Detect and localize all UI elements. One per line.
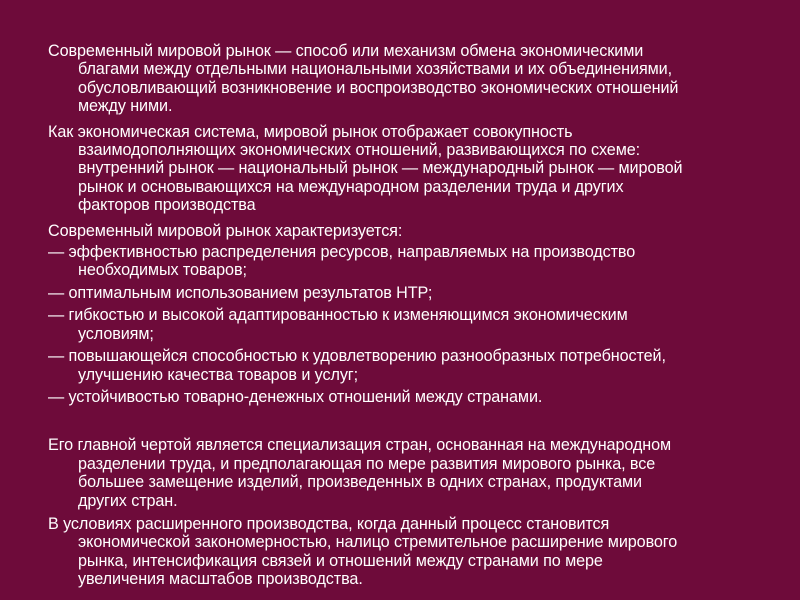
paragraph-characteristics-heading: Современный мировой рынок характеризуется:: [48, 221, 403, 240]
paragraph-economic-system: Как экономическая система, мировой рынок отображает совокупность взаимодополняющих экономических отношений, развивающихся по схеме: внутренний рынок — национальный рынок — международный рынок — мировой рынок и основывающихся на международном разделении труда и других факторов производства: [48, 122, 683, 215]
list-item-flexibility: — гибкостью и высокой адаптированностью к изменяющимся экономическим условиям;: [48, 306, 628, 343]
list-item-needs: — повышающейся способностью к удовлетворению разнообразных потребностей, улучшению качества товаров и услуг;: [48, 347, 666, 384]
paragraph-definition: Современный мировой рынок — способ или механизм обмена экономическими благами между отдельными национальными хозяйствами и их объединениями, обусловливающий возникновение и воспроизводство экономических отношений между ними.: [48, 42, 679, 116]
list-item-stability: — устойчивостью товарно-денежных отношений между странами.: [48, 387, 543, 406]
paragraph-expansion: В условиях расширенного производства, когда данный процесс становится экономической закономерностью, налицо стремительное расширение мирового рынка, интенсификация связей и отношений между странами по мере увеличения масштабов производства.: [48, 514, 678, 589]
list-item-ntr: — оптимальным использованием результатов НТР;: [48, 283, 433, 302]
list-item-efficiency: — эффективностью распределения ресурсов, направляемых на производство необходимых товаров;: [48, 243, 636, 280]
paragraph-specialization: Его главной чертой является специализация стран, основанная на международном разделении труда, и предполагающая по мере развития мирового рынка, все большее замещение изделий, произведенных в одних странах, продуктами других стран.: [48, 436, 672, 510]
